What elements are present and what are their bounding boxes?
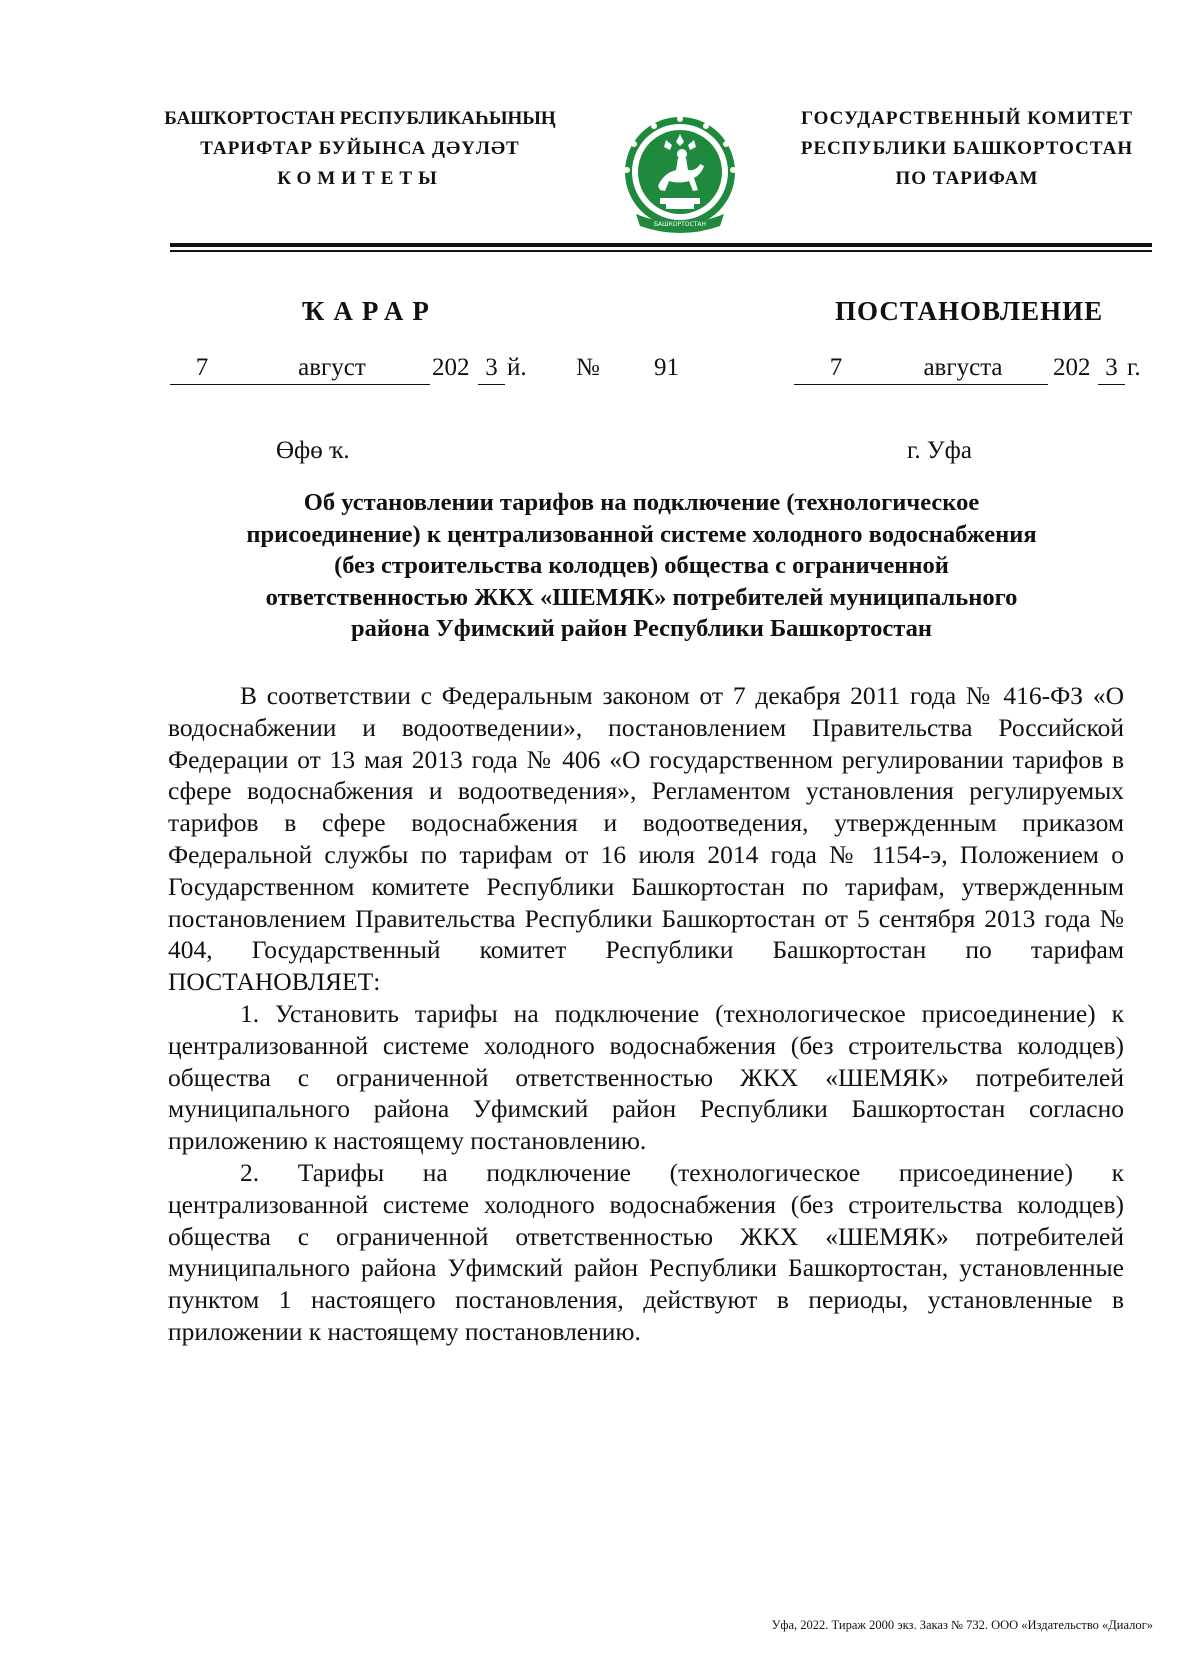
header-right-line-2: РЕСПУБЛИКИ БАШКОРТОСТАН (800, 138, 1134, 159)
date-left-suffix: й. (507, 354, 527, 381)
date-right-suffix: г. (1127, 354, 1141, 381)
header-left-line-3: КОМИТЕТЫ (277, 168, 443, 189)
document-body (168, 680, 1124, 1348)
header-right-line-1: ГОСУДАРСТВЕННЫЙ КОМИТЕТ (800, 108, 1134, 129)
date-left-year-prefix: 202 (432, 354, 470, 381)
header-left-block (160, 104, 560, 194)
title-line-2: присоединение) к централизованной системе холодного водоснабжения (246, 520, 1037, 548)
date-right-month: августа (878, 352, 1048, 385)
header-right-line-3: ПО ТАРИФАМ (895, 168, 1039, 189)
header-left-line-2: ТАРИФТАР БУЙЫНСА ДӘҮЛӘТ (200, 138, 520, 159)
title-line-5: района Уфимский район Республики Башкортостан (351, 615, 932, 642)
title-line-4: ответственностью ЖКХ «ШЕМЯК» потребителей муниципального (265, 583, 1018, 611)
date-right-year-digit: 3 (1098, 352, 1125, 385)
header-divider-thick (170, 243, 1152, 247)
print-footer-note: Уфа, 2022. Тираж 2000 экз. Заказ № 732. ООО «Издательство «Диалог» (771, 1618, 1153, 1632)
city-bashkir: Өфө ҡ. (276, 437, 350, 464)
header-left-line-1: БАШҠОРТОСТАН РЕСПУБЛИКАҺЫНЫҢ (164, 108, 556, 129)
body-paragraph-item-1: 1. Установить тарифы на подключение (технологическое присоединение) к централизованной системе холодного водоснабжения (без строительства колодцев) общества с ограниченной ответственностью ЖКХ «ШЕМЯК» потребителей муниципального района Уфимский район Республики Башкортостан согласно приложению к настоящему постановлению. (168, 998, 1124, 1156)
doc-type-bashkir: ҠАРАР (302, 296, 438, 326)
header-divider-thin (170, 250, 1152, 252)
body-paragraph-item-2: 2. Тарифы на подключение (технологическое присоединение) к централизованной системе холодного водоснабжения (без строительства колодцев) общества с ограниченной ответственностью ЖКХ «ШЕМЯК» потребителей муниципального района Уфимский район Республики Башкортостан, установленные пунктом 1 настоящего постановления, действуют в периоды, установленные в приложении к настоящему постановлению. (168, 1157, 1124, 1346)
date-left-day: 7 (170, 352, 234, 385)
document-title (160, 487, 1123, 645)
body-paragraph-preamble: В соответствии с Федеральным законом от 7 декабря 2011 года № 416-ФЗ «О водоснабжении и водоотведении», постановлением Правительства Российской Федерации от 13 мая 2013 года № 406 «О государственном регулировании тарифов в сфере водоснабжения и водоотведения», Регламентом установления регулируемых тарифов в сфере водоснабжения и водоотведения, утвержденным приказом Федеральной службы по тарифам от 16 июля 2014 года № 1154-э, Положением о Государственном комитете Республики Башкортостан по тарифам, утвержденным постановлением Правительства Республики Башкортостан от 5 сентября 2013 года № 404, Государственный комитет Республики Башкортостан по тарифам ПОСТАНОВЛЯЕТ: (168, 681, 1124, 997)
emblem-ribbon-text: БАШКОРТОСТАН (653, 221, 707, 228)
date-left-year-digit: 3 (478, 352, 505, 385)
title-line-3: (без строительства колодцев) общества с ограниченной (334, 552, 949, 579)
number-value: 91 (654, 354, 679, 381)
doc-type-russian: ПОСТАНОВЛЕНИЕ (835, 296, 1104, 326)
number-label: № (576, 354, 600, 381)
date-left-month: август (234, 352, 430, 385)
coat-of-arms-icon (616, 112, 744, 240)
title-line-1: Об установлении тарифов на подключение (технологическое (303, 489, 980, 516)
coat-of-arms-emblem (616, 112, 744, 240)
header-right-block (782, 104, 1152, 194)
date-right-year-prefix: 202 (1053, 354, 1091, 381)
city-russian: г. Уфа (907, 437, 972, 464)
date-right-day: 7 (794, 352, 878, 385)
